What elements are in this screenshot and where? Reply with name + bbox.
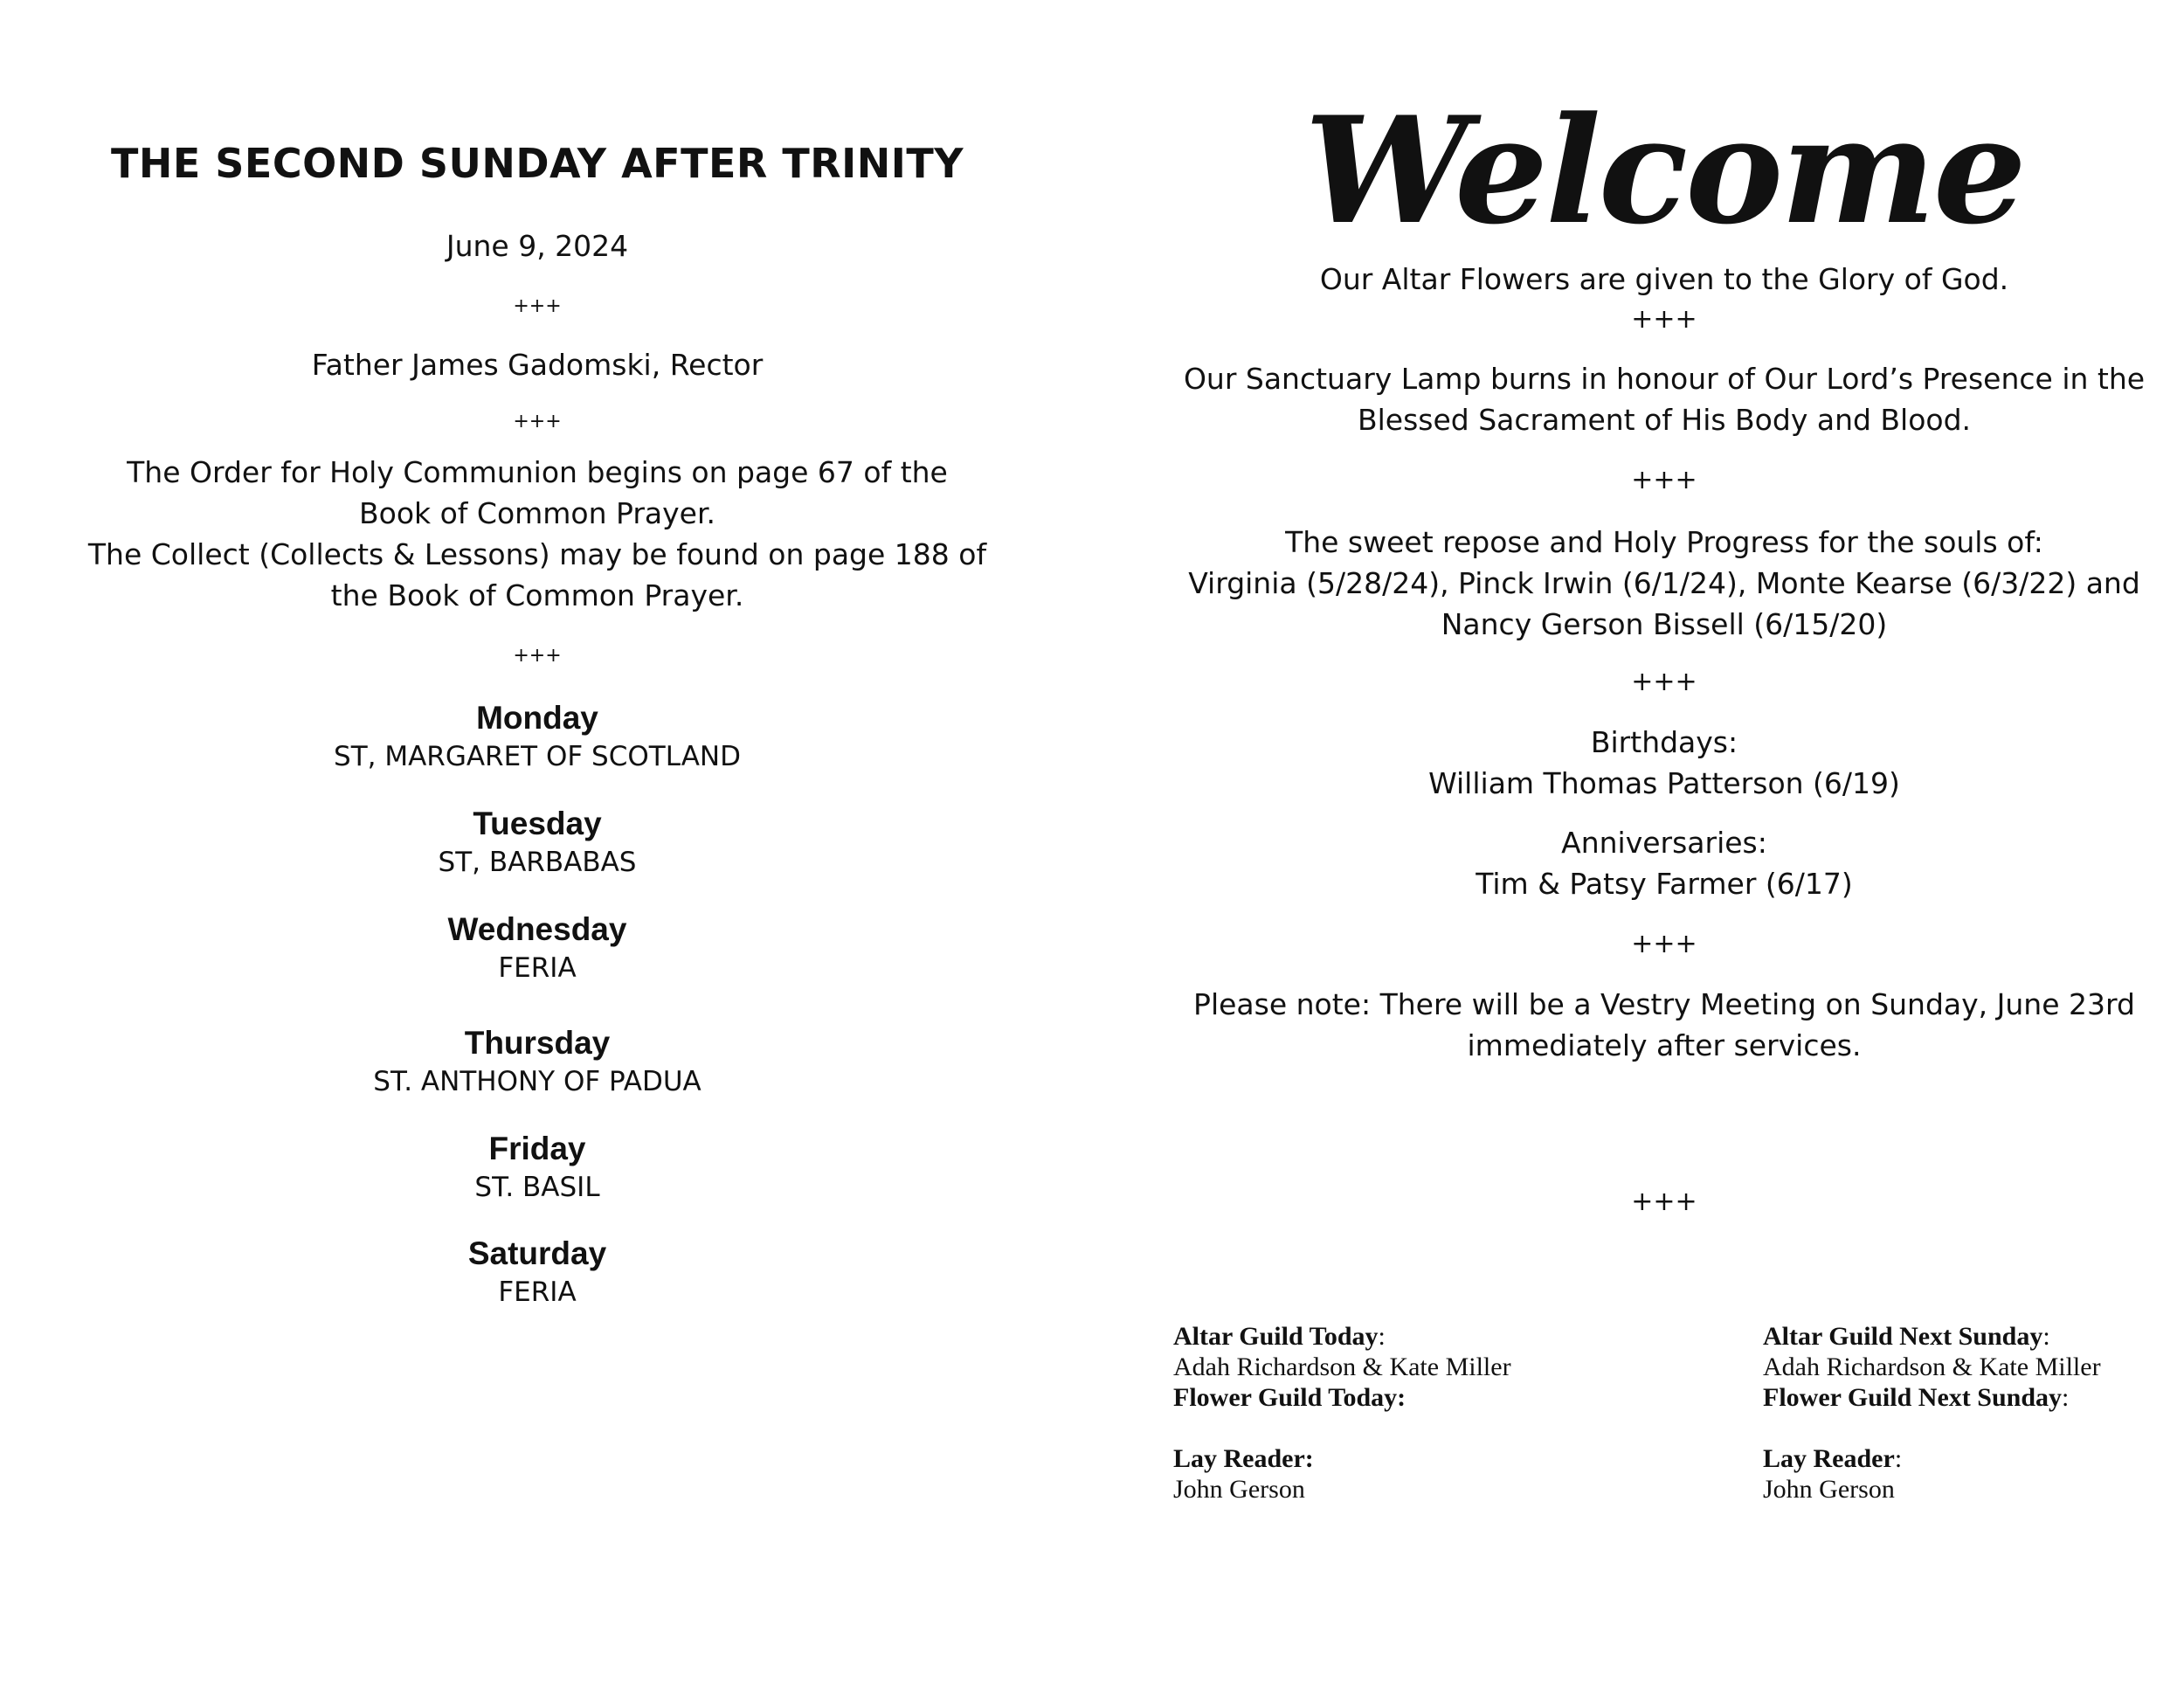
lay-reader-name: John Gerson	[1173, 1475, 1305, 1504]
note-line: immediately after services.	[1467, 1028, 1862, 1062]
sanctuary-lamp-line: Our Sanctuary Lamp burns in honour of Our Lord’s Presence in the	[1183, 362, 2146, 396]
day-name: Thursday	[464, 1025, 611, 1061]
day-feast: ST. BASIL	[474, 1172, 600, 1203]
day-feast: FERIA	[498, 1276, 577, 1308]
anniversaries-block	[1144, 822, 2184, 904]
sanctuary-lamp-line: Blessed Sacrament of His Body and Blood.	[1357, 403, 1972, 437]
separator: +++	[513, 645, 562, 667]
order-line: The Order for Holy Communion begins on page 67 of the	[127, 455, 948, 489]
service-title: THE SECOND SUNDAY AFTER TRINITY	[110, 140, 964, 187]
separator: +++	[1631, 1186, 1697, 1217]
order-line: the Book of Common Prayer.	[330, 578, 744, 612]
anniversaries-label: Anniversaries:	[1561, 826, 1767, 860]
repose-line: Nancy Gerson Bissell (6/15/20)	[1441, 607, 1888, 641]
day-block-saturday	[0, 1235, 1075, 1311]
lay-reader-name: John Gerson	[1763, 1475, 1895, 1504]
day-block-thursday	[0, 1024, 1075, 1101]
day-block-tuesday	[0, 805, 1075, 882]
altar-guild-names: Adah Richardson & Kate Miller	[1173, 1352, 1511, 1381]
vestry-note	[1144, 984, 2184, 1066]
day-name: Friday	[488, 1131, 586, 1166]
order-line: The Collect (Collects & Lessons) may be found on page 188 of	[87, 537, 987, 571]
day-block-wednesday	[0, 910, 1075, 987]
day-name: Wednesday	[447, 911, 627, 947]
service-date: June 9, 2024	[446, 229, 629, 263]
separator: +++	[513, 295, 562, 317]
welcome-heading: Welcome	[1304, 84, 2024, 257]
day-name: Saturday	[467, 1235, 607, 1271]
flower-guild-label: Flower Guild Today:	[1173, 1383, 1406, 1412]
day-feast: FERIA	[498, 952, 577, 984]
note-line: Please note: There will be a Vestry Meeting on Sunday, June 23rd	[1193, 987, 2135, 1021]
repose-line: The sweet repose and Holy Progress for the souls of:	[1285, 525, 2043, 559]
separator: +++	[1631, 465, 1697, 495]
altar-guild-label: Altar Guild Today	[1173, 1322, 1379, 1351]
flower-guild-label: Flower Guild Next Sunday	[1763, 1383, 2062, 1412]
anniversaries-names: Tim & Patsy Farmer (6/17)	[1476, 867, 1853, 901]
sanctuary-lamp-text	[1144, 358, 2184, 440]
day-block-monday	[0, 699, 1075, 776]
altar-flowers-text: Our Altar Flowers are given to the Glory of God.	[1319, 262, 2009, 296]
day-feast: ST, MARGARET OF SCOTLAND	[334, 741, 741, 772]
birthdays-block	[1144, 722, 2184, 804]
day-name: Monday	[476, 700, 598, 736]
right-page	[1144, 0, 2184, 1688]
repose-text	[1144, 522, 2184, 645]
day-block-friday	[0, 1130, 1075, 1207]
separator: +++	[1631, 304, 1697, 335]
separator: +++	[1631, 667, 1697, 697]
altar-guild-label: Altar Guild Next Sunday	[1763, 1322, 2043, 1351]
birthdays-label: Birthdays:	[1590, 725, 1738, 759]
lay-reader-label: Lay Reader	[1763, 1444, 1895, 1473]
day-feast: ST, BARBABAS	[438, 847, 637, 878]
rector-name: Father James Gadomski, Rector	[311, 348, 764, 382]
order-info	[0, 452, 1075, 616]
repose-line: Virginia (5/28/24), Pinck Irwin (6/1/24), Monte Kearse (6/3/22) and	[1188, 566, 2140, 600]
order-line: Book of Common Prayer.	[358, 496, 715, 530]
day-feast: ST. ANTHONY OF PADUA	[373, 1066, 702, 1097]
guild-today: Altar Guild Today: Adah Richardson & Kate Miller Flower Guild Today: Lay Reader: John Gerson	[1173, 1322, 1511, 1504]
guild-next-sunday: Altar Guild Next Sunday: Adah Richardson & Kate Miller Flower Guild Next Sunday: Lay Reader: John Gerson	[1763, 1322, 2101, 1504]
left-page	[0, 0, 1075, 1688]
altar-guild-names: Adah Richardson & Kate Miller	[1763, 1352, 2101, 1381]
separator: +++	[513, 411, 562, 432]
birthdays-names: William Thomas Patterson (6/19)	[1428, 766, 1900, 800]
separator: +++	[1631, 929, 1697, 959]
day-name: Tuesday	[473, 806, 602, 841]
lay-reader-label: Lay Reader:	[1173, 1444, 1314, 1473]
